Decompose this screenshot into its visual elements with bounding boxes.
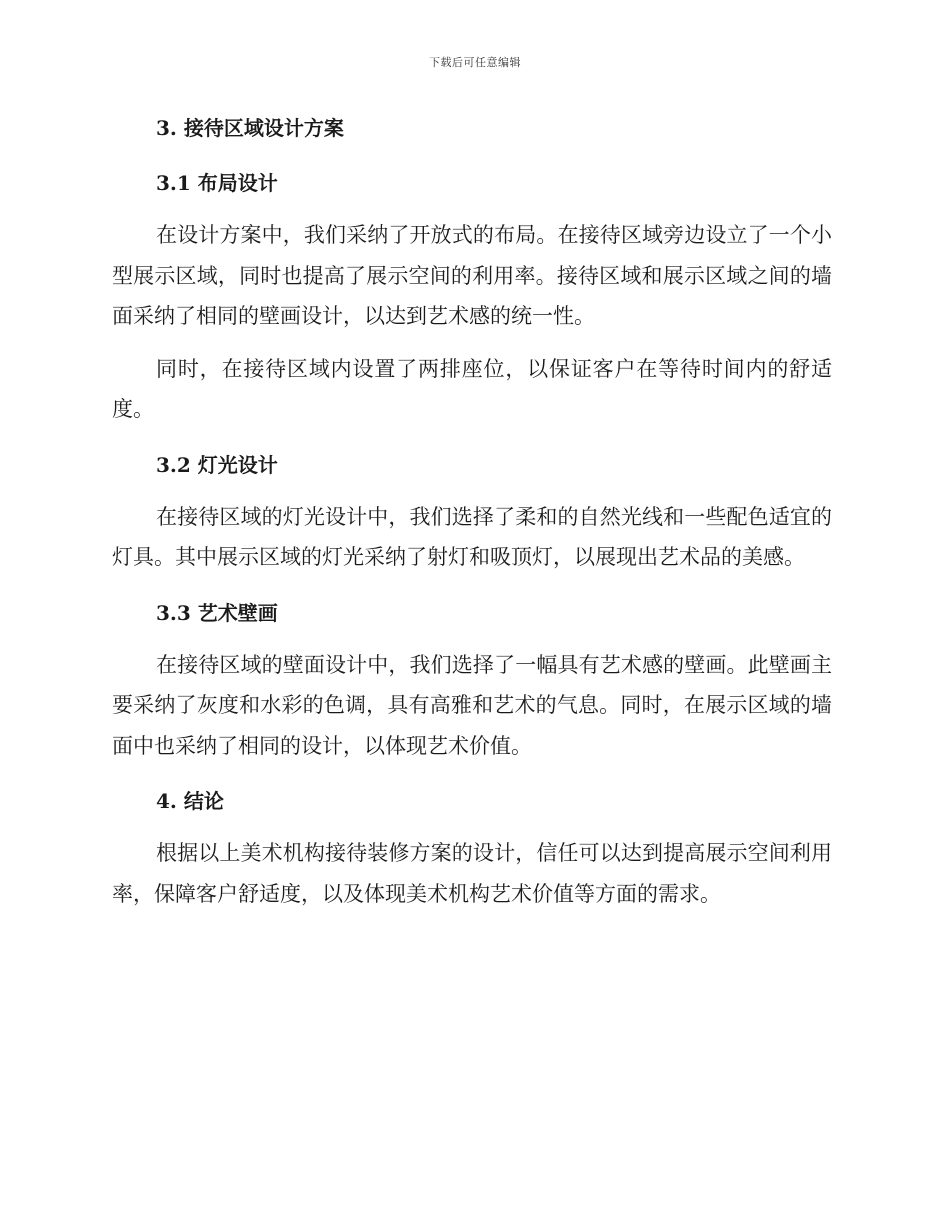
section-3-2-paragraph-1: 在接待区域的灯光设计中，我们选择了柔和的自然光线和一些配色适宜的灯具。其中展示区域的灯光采纳了射灯和吸顶灯，以展现出艺术品的美感。 (112, 504, 832, 569)
section-3-3-paragraph-1: 在接待区域的壁面设计中，我们选择了一幅具有艺术感的壁画。此壁画主要采纳了灰度和水彩的色调，具有高雅和艺术的气息。同时，在展示区域的墙面中也采纳了相同的设计，以体现艺术价值。 (112, 652, 832, 758)
section-4-heading: 4. 结论 (156, 789, 224, 813)
section-3-3-heading: 3.3 艺术壁画 (156, 600, 278, 625)
section-4-paragraph-1: 根据以上美术机构接待装修方案的设计，信任可以达到提高展示空间利用率，保障客户舒适度，以及体现美术机构艺术价值等方面的需求。 (112, 841, 832, 906)
section-3-2-heading: 3.2 灯光设计 (156, 452, 278, 477)
section-3-1-paragraph-1: 在设计方案中，我们采纳了开放式的布局。在接待区域旁边设立了一个小型展示区域，同时也提高了展示空间的利用率。接待区域和展示区域之间的墙面采纳了相同的壁画设计，以达到艺术感的统一性。 (112, 223, 832, 328)
section-3-1-heading: 3.1 布局设计 (156, 171, 278, 195)
section-3-heading: 3. 接待区域设计方案 (156, 116, 344, 140)
page-header-note: 下载后可任意编辑 (429, 56, 521, 69)
section-3-1-paragraph-2: 同时，在接待区域内设置了两排座位，以保证客户在等待时间内的舒适度。 (112, 356, 832, 421)
document-body (112, 108, 832, 914)
